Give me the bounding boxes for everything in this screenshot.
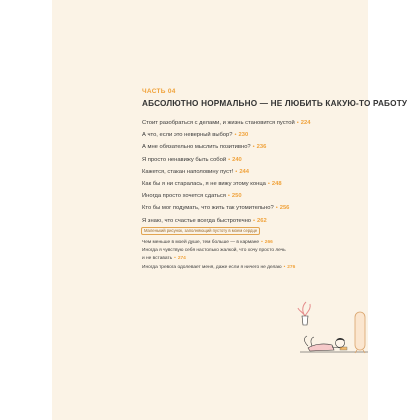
toc-list [142,117,310,227]
toc-entry-title: А мне обязательно мыслить позитивно? [142,144,251,151]
plant-icon [298,302,310,325]
toc-entry-title: Стоит разобраться с делами, и жизнь становится пустой [142,120,295,126]
toc-entry-title: Я просто ненавижу быть собой [142,156,227,163]
toc-entry-page: 230 [238,132,249,139]
poem-entry-title: Иногда я чувствую себя настолько жалкой, что хочу просто лечь [142,248,286,254]
mirror-icon [355,312,365,353]
toc-entry: Как бы я ни старалась, я не вижу этому конца • 248 [142,180,282,187]
toc-entry-page: 248 [271,180,282,187]
poem-entry-title: и не вставать [142,256,173,262]
toc-entry-title: Я знаю, что счастье всегда быстротечно [142,217,252,224]
toc-entry: Я просто ненавижу быть собой • 240 [142,156,242,163]
toc-entry: А мне обязательно мыслить позитивно? • 236 [142,144,267,151]
toc-entry-page: 244 [239,168,249,175]
poem-entry-title: Иногда тревога одолевает меня, даже если я ничего не делаю [142,264,282,270]
poem-entry-title: Чем меньше в моей душе, тем больше — в кармане [142,240,260,245]
poem-entry-page: 266 [264,240,273,245]
poem-entry: Иногда тревога одолевает меня, даже если я ничего не делаю • 276 [142,264,296,270]
girl-lying-illustration-icon [294,300,370,362]
poem-entry-page: 276 [287,264,296,270]
poem-entry-page: 274 [177,256,186,262]
poem-section-caption: Маленький рисунок, заполняющий пустоту в моем сердце [141,227,260,235]
toc-entry: Стоит разобраться с делами, и жизнь становится пустой • 224 [142,120,311,126]
poem-entry: и не вставать • 274 [142,256,186,262]
toc-entry-page: 256 [279,205,290,212]
toc-entry: Иногда просто хочется сдаться • 250 [142,193,242,200]
poem-list [142,239,295,272]
toc-entry: А что, если это неверный выбор? • 230 [142,132,249,139]
poem-entry [142,247,295,255]
part-title: АБСОЛЮТНО НОРМАЛЬНО — НЕ ЛЮБИТЬ КАКУЮ-ТО РАБОТУ [142,99,408,108]
part-label: ЧАСТЬ 04 [142,88,176,95]
toc-entry-page: 250 [231,193,242,200]
toc-entry-title: А что, если это неверный выбор? [142,132,233,139]
toc-entry-page: 240 [232,156,242,163]
toc-entry-page: 236 [256,144,267,151]
toc-entry-page: 262 [257,217,267,224]
toc-entry: Кажется, стакан наполовину пуст! • 244 [142,168,249,175]
toc-entry: Я знаю, что счастье всегда быстротечно • 262 [142,217,267,224]
toc-entry: Кто бы мог подумать, что жить так утомительно? • 256 [142,205,290,212]
toc-entry-title: Иногда просто хочется сдаться [142,193,226,200]
toc-entry-title: Кто бы мог подумать, что жить так утомительно? [142,205,274,212]
toc-entry-title: Как бы я ни старалась, я не вижу этому конца [142,180,266,187]
poem-entry: Чем меньше в моей душе, тем больше — в кармане • 266 [142,240,273,245]
book-page [52,0,408,420]
toc-entry-page: 224 [300,120,311,126]
toc-entry-title: Кажется, стакан наполовину пуст! [142,168,234,175]
